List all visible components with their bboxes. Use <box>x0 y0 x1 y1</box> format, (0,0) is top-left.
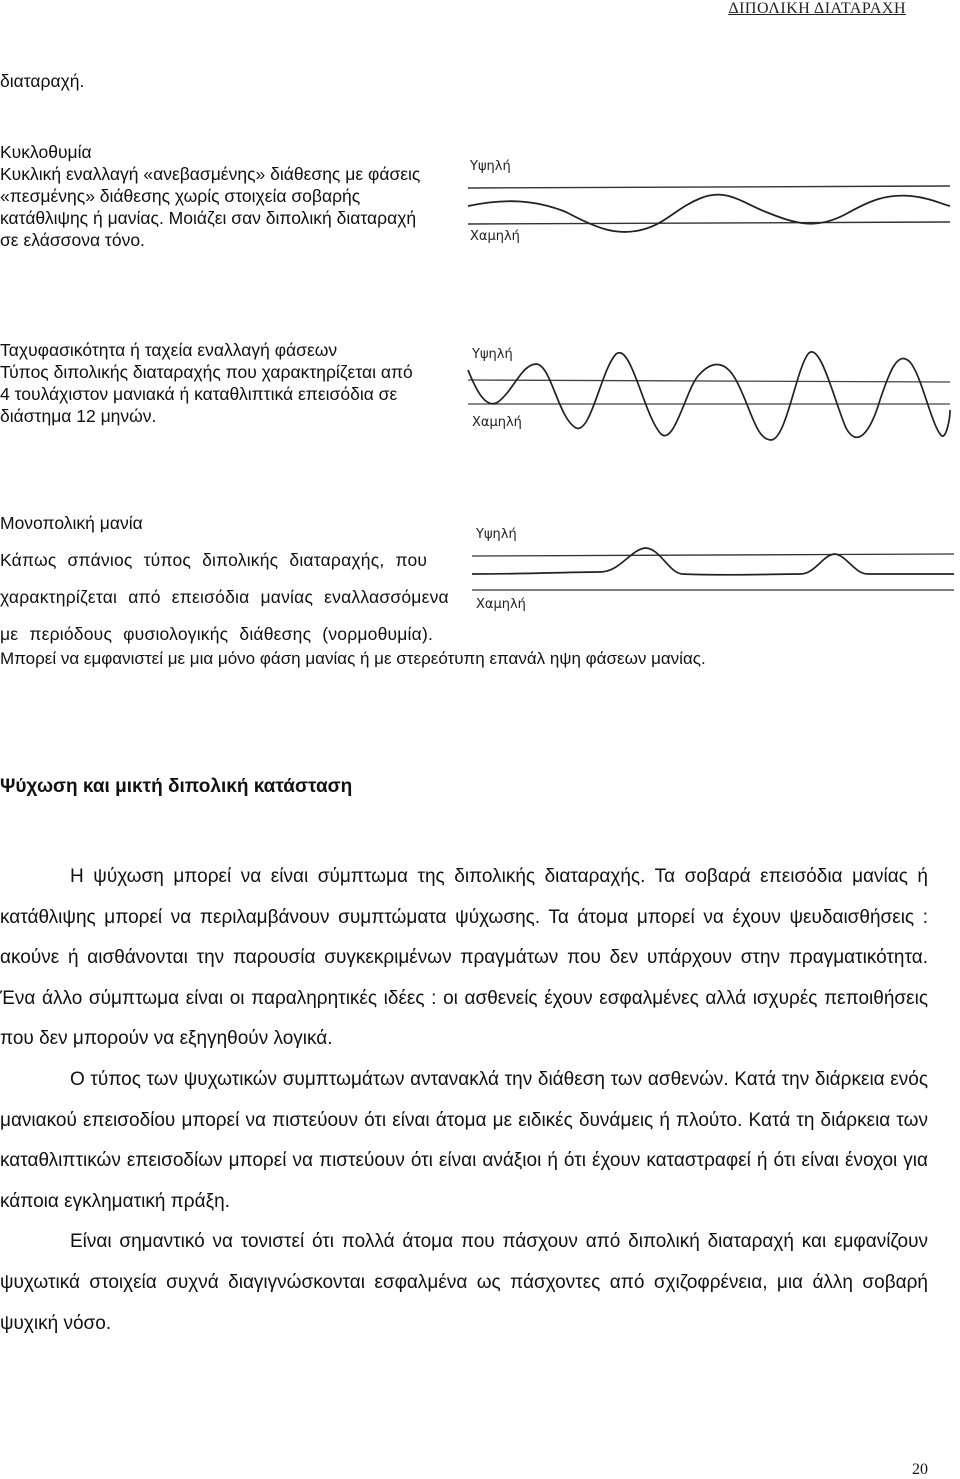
section-title: Μονοπολική μανία <box>0 513 143 533</box>
section-cyclothymia <box>0 141 450 251</box>
section-line: χαρακτηρίζεται από επεισόδια μανίας εναλλασσόμενα <box>0 587 449 607</box>
high-label: Υψηλή <box>470 159 511 174</box>
section-line: σε ελάσσονα τόνο. <box>0 230 145 250</box>
mood-wave <box>472 548 954 575</box>
section-heading: Ψύχωση και μικτή διπολική κατάσταση <box>0 776 353 797</box>
high-baseline <box>472 554 954 556</box>
section-line: Κάπως σπάνιος τύπος διπολικής διαταραχής, που <box>0 550 428 570</box>
paragraph: Είναι σημαντικό να τονιστεί ότι πολλά άτομα που πάσχουν από διπολική διαταραχή και εμφανίζουν ψυχωτικά στοιχεία συχνά διαγιγνώσκονται εσφαλμένα ως πάσχοντες από σχιζοφρένεια, μια άλλη σοβαρή ψυχική νόσο. <box>0 1231 928 1334</box>
section-unipolar-mania <box>0 505 450 653</box>
mood-chart-unipolar-mania <box>470 520 956 625</box>
section-rapid-cycling <box>0 339 450 427</box>
mood-wave <box>468 195 950 232</box>
high-label: Υψηλή <box>472 347 513 362</box>
low-label: Χαμηλή <box>476 597 526 612</box>
section-line: Κυκλική εναλλαγή «ανεβασμένης» διάθεσης με φάσεις <box>0 164 421 184</box>
section-title: Ταχυφασικότητα ή ταχεία εναλλαγή φάσεων <box>0 340 338 360</box>
section-line: «πεσμένης» διάθεσης χωρίς στοιχεία σοβαρής <box>0 186 361 206</box>
paragraph: Ο τύπος των ψυχωτικών συμπτωμάτων αντανακλά την διάθεση των ασθενών. Κατά την διάρκεια ενός μανιακού επεισοδίου μπορεί να πιστεύουν ότι είναι άτομα με ειδικές δυνάμεις ή πλούτο. Κατά τη διάρκεια των καταθλιπτικών επεισοδίων μπορεί να πιστεύουν ότι είναι ανάξιοι ή ότι έχουν καταστραφεί ή ότι είναι ένοχοι για κάποια εγκληματική πράξη. <box>0 1068 928 1212</box>
high-baseline <box>468 186 950 188</box>
high-label: Υψηλή <box>476 527 517 542</box>
page-number: 20 <box>912 1461 928 1478</box>
section-line: κατάθλιψης ή μανίας. Μοιάζει σαν διπολική διαταραχή <box>0 208 417 228</box>
mood-chart-cyclothymia <box>466 150 952 265</box>
section-note: Μπορεί να εμφανιστεί με μια μόνο φάση μανίας ή με στερεότυπη επανάλ ηψη φάσεων μανίας. <box>0 649 706 668</box>
section-line: με περιόδους φυσιολογικής διάθεσης (νορμοθυμία). <box>0 624 434 644</box>
paragraph: Η ψύχωση μπορεί να είναι σύμπτωμα της διπολικής διαταραχής. Τα σοβαρά επεισόδια μανίας ή κατάθλιψης μπορεί να περιλαμβάνουν συμπτώματα ψύχωσης. Τα άτομα μπορεί να έχουν ψευδαισθήσεις : ακούνε ή αισθάνονται την παρουσία συγκεκριμένων πραγμάτων που δεν υπάρχουν στην πραγματικότητα. Ένα άλλο σύμπτωμα είναι οι παραληρητικές ιδέες : οι ασθενείς έχουν εσφαλμένες αλλά ισχυρές πεποιθήσεις που δεν μπορούν να εξηγηθούν λογικά. <box>0 866 928 1050</box>
mood-wave <box>468 352 950 440</box>
section-line: διάστημα 12 μηνών. <box>0 406 157 426</box>
intro-line: διαταραχή. <box>0 71 85 91</box>
section-title: Κυκλοθυμία <box>0 142 92 162</box>
low-label: Χαμηλή <box>470 229 520 244</box>
low-baseline <box>468 222 950 224</box>
mood-chart-rapid-cycling <box>466 340 952 452</box>
body-text <box>0 857 928 1344</box>
high-baseline <box>468 380 950 382</box>
section-line: Τύπος διπολικής διαταραχής που χαρακτηρίζεται από <box>0 362 413 382</box>
low-label: Χαμηλή <box>472 415 522 430</box>
running-header: ΔΙΠΟΛΙΚΗ ΔΙΑΤΑΡΑΧΗ <box>728 0 906 17</box>
section-line: 4 τουλάχιστον μανιακά ή καταθλιπτικά επεισόδια σε <box>0 384 398 404</box>
